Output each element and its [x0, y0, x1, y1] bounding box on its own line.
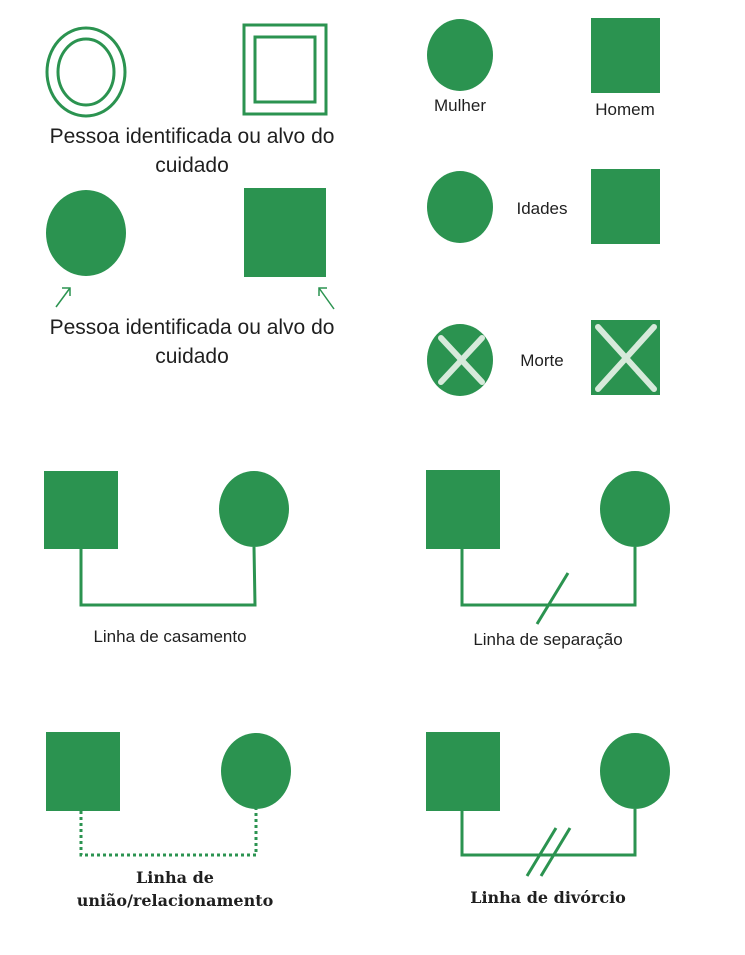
- death-man-symbol: [591, 320, 660, 395]
- separation-line-label: Linha de separação: [473, 630, 623, 649]
- union-line-label: Linha de união/relacionamento: [76, 868, 274, 910]
- ages-woman-symbol: [427, 171, 493, 243]
- death-label: Morte: [520, 351, 564, 370]
- union-line-diagram: [46, 732, 291, 855]
- marriage-line-diagram: [44, 471, 289, 605]
- identified-person-man-symbol: [244, 25, 326, 114]
- death-woman-symbol: [427, 324, 493, 396]
- woman-symbol: [427, 19, 493, 91]
- divorce-line-diagram: [426, 732, 670, 876]
- marriage-line-label: Linha de casamento: [93, 627, 247, 646]
- target-care-woman-symbol: [46, 190, 126, 276]
- man-label: Homem: [595, 100, 655, 119]
- separation-line-diagram: [426, 470, 670, 624]
- divorce-line-label: Linha de divórcio: [470, 888, 626, 907]
- woman-label: Mulher: [434, 96, 486, 115]
- target-care-label: Pessoa identificada ou alvo do cuidado: [49, 316, 335, 368]
- arrow-right-icon: [319, 288, 334, 309]
- identified-person-label: Pessoa identificada ou alvo do cuidado: [49, 125, 335, 177]
- man-symbol: [591, 18, 660, 93]
- target-care-man-symbol: [244, 188, 326, 277]
- ages-man-symbol: [591, 169, 660, 244]
- identified-person-woman-symbol: [47, 28, 125, 116]
- ages-label: Idades: [516, 199, 568, 218]
- arrow-left-icon: [56, 288, 70, 307]
